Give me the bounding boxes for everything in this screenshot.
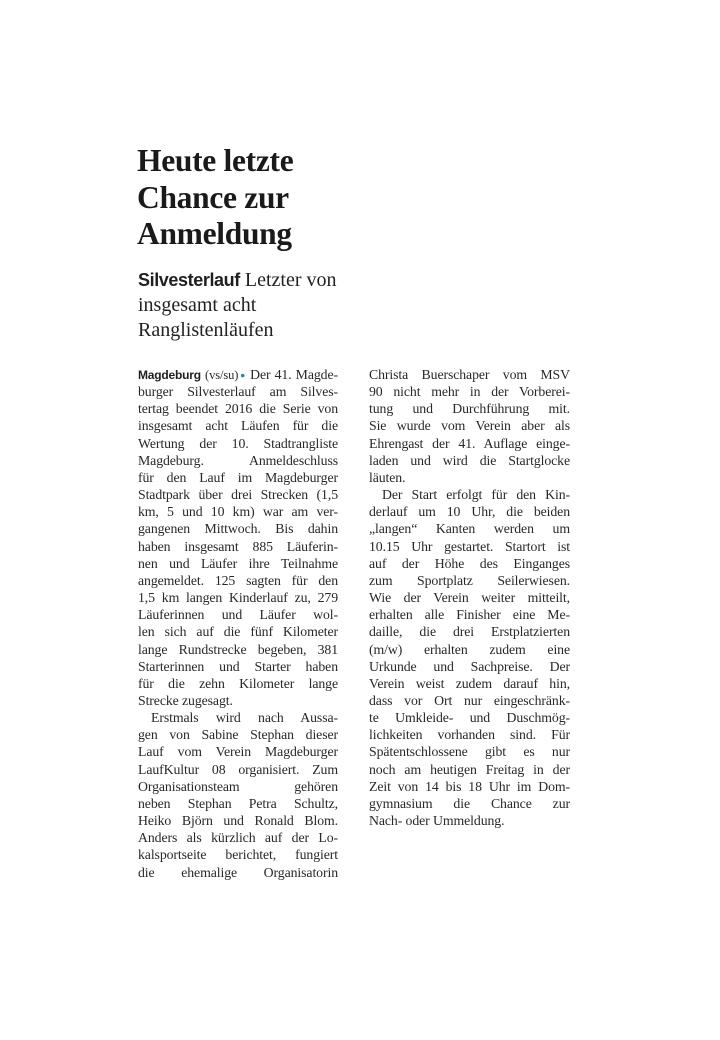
article-line: für die zehn Kilometer lange — [138, 675, 338, 691]
dateline-city: Magdeburg — [138, 368, 201, 382]
article-line: für den Lauf im Magdeburger — [138, 469, 338, 485]
article-line: auf der Höhe des Einganges — [369, 555, 570, 571]
article-line: derlauf um 10 Uhr, die beiden — [369, 504, 570, 520]
article-line: nen und Läufer ihre Teilnahme — [138, 555, 338, 571]
article-line: Stadtpark über drei Strecken (1,5 — [138, 487, 338, 503]
article-line: die ehemalige Organisatorin — [138, 864, 338, 880]
article-line: kalsportseite berichtet, fungiert — [138, 847, 338, 863]
article-subhead — [138, 268, 338, 343]
article-line: 1,5 km langen Kinderlauf zu, 279 — [138, 590, 338, 606]
article-line: (m/w) erhalten zudem eine — [369, 641, 570, 657]
article-line: gen von Sabine Stephan dieser — [138, 727, 338, 743]
article-line: haben insgesamt 885 Läuferin- — [138, 538, 338, 554]
article-line: Urkunde und Sachpreise. Der — [369, 658, 570, 674]
article-line: Spätentschlossene gibt es nur — [369, 744, 570, 760]
article-column-1 — [138, 366, 338, 881]
article-kicker: Silvesterlauf — [138, 270, 240, 290]
article-column-2 — [369, 366, 570, 829]
article-line: Läuferinnen und Läufer wol- — [138, 607, 338, 623]
article-line: insgesamt acht Läufen für die — [138, 418, 338, 434]
article-subhead-text: Letzter von insgesamt acht Ranglistenläufen — [138, 269, 337, 341]
article-line: gymnasium die Chance zur — [369, 795, 570, 811]
article-line: Lauf vom Verein Magdeburger — [138, 744, 338, 760]
article-line: Magdeburg (vs/su)● Der 41. Magde- — [138, 367, 338, 382]
article-line: Anders als kürzlich auf der Lo- — [138, 830, 338, 846]
article-line: Anmeldung — [137, 216, 292, 251]
article-line: lange Rundstrecke begeben, 381 — [138, 641, 338, 657]
article-line: noch am heutigen Freitag in der — [369, 761, 570, 777]
article-line: te Umkleide- und Duschmög- — [369, 710, 570, 726]
article-line: laden und wird die Startglocke — [369, 452, 570, 468]
article-headline — [137, 143, 417, 253]
article-line: Wertung der 10. Stadtrangliste — [138, 435, 338, 451]
article-line: Strecke zugesagt. — [138, 692, 233, 708]
dateline-credit: (vs/su) — [205, 368, 239, 382]
article-line: km, 5 und 10 km) war am ver- — [138, 504, 338, 520]
article-line: gangenen Mittwoch. Bis dahin — [138, 521, 338, 537]
article-line: LaufKultur 08 organisiert. Zum — [138, 761, 338, 777]
article-line: lichkeiten vorhanden sind. Für — [369, 727, 570, 743]
article-line: neben Stephan Petra Schultz, — [138, 795, 338, 811]
article-line: Zeit von 14 bis 18 Uhr im Dom- — [369, 778, 570, 794]
dateline-bullet-icon: ● — [239, 369, 246, 380]
article-line: Magdeburg. Anmeldeschluss — [138, 452, 338, 468]
article-line: Erstmals wird nach Aussa- — [151, 710, 338, 726]
article-line: Organisationsteam gehören — [138, 778, 338, 794]
article-line: angemeldet. 125 sagten für den — [138, 572, 338, 588]
article-line: Sie wurde vom Verein aber als — [369, 418, 570, 434]
article-line: läuten. — [369, 469, 406, 485]
article-line: burger Silvesterlauf am Silves- — [138, 384, 338, 400]
article-line: „langen“ Kanten werden um — [369, 521, 570, 537]
article-line: Wie der Verein weiter mitteilt, — [369, 590, 570, 606]
article-line: zum Sportplatz Seilerwiesen. — [369, 572, 570, 588]
article-line: daille, die drei Erstplatzierten — [369, 624, 570, 640]
article-line: Verein weist zudem darauf hin, — [369, 675, 570, 691]
article-line: Nach- oder Ummeldung. — [369, 813, 505, 829]
article-line: dass vor Ort nur eingeschränk- — [369, 692, 570, 708]
article-line: Der Start erfolgt für den Kin- — [382, 487, 570, 503]
article-line: 90 nicht mehr in der Vorberei- — [369, 384, 570, 400]
article-line: Chance zur — [137, 179, 289, 215]
article-line: Heiko Björn und Ronald Blom. — [138, 813, 338, 829]
article-line: len sich auf die fünf Kilometer — [138, 624, 338, 640]
article-line: tertag beendet 2016 die Serie von — [138, 401, 338, 417]
article-line: Starterinnen und Starter haben — [138, 658, 338, 674]
article-line: Heute letzte — [137, 143, 294, 178]
article-line: erhalten alle Finisher eine Me- — [369, 607, 570, 623]
article-line: 10.15 Uhr gestartet. Startort ist — [369, 538, 570, 554]
article-line: Ehrengast der 41. Auflage einge- — [369, 435, 570, 451]
article-line: tung und Durchführung mit. — [369, 401, 570, 417]
article-line: Christa Buerschaper vom MSV — [369, 367, 570, 382]
